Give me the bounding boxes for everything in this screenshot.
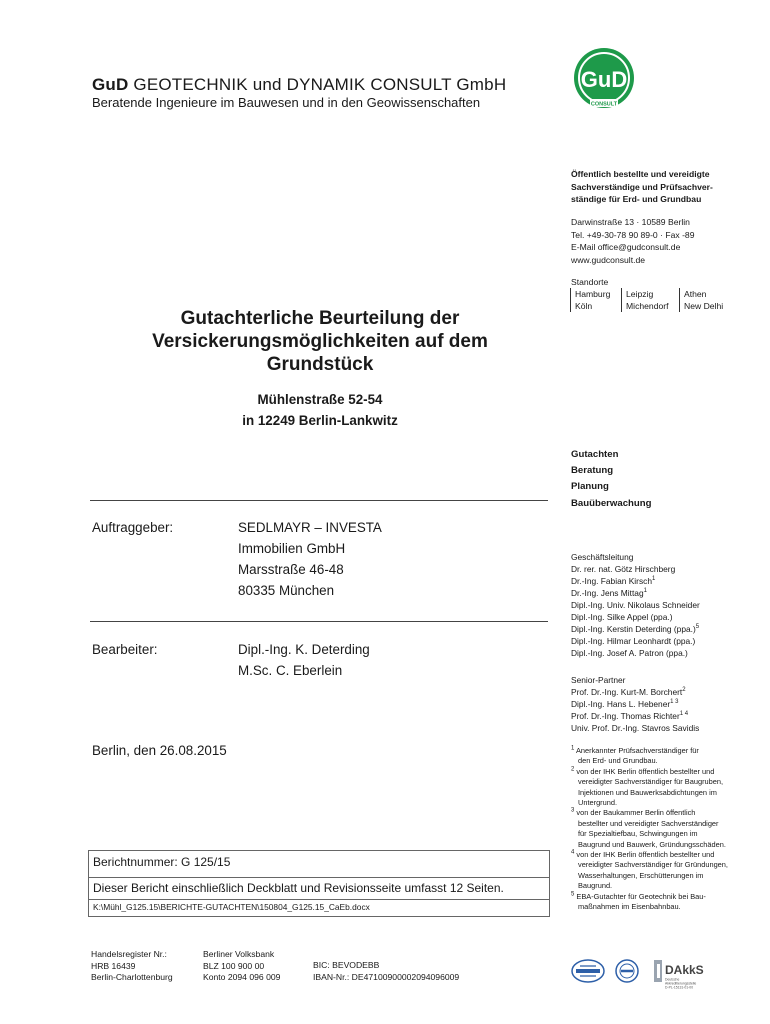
locations-table bbox=[570, 288, 740, 314]
management-entry bbox=[571, 563, 700, 575]
dakks-logo bbox=[652, 958, 716, 992]
contact-email: E-Mail office@gudconsult.de bbox=[571, 242, 681, 253]
file-path: K:\Mühl_G125.15\BERICHTE-GUTACHTEN\150804_G125.15_CaEb.docx bbox=[93, 902, 370, 912]
footnote-ref: 1 bbox=[652, 576, 656, 583]
management-entry bbox=[571, 587, 700, 599]
footnote-ref: 5 bbox=[695, 624, 700, 631]
senior-entry bbox=[571, 698, 699, 710]
place-date: Berlin, den 26.08.2015 bbox=[92, 743, 227, 758]
footnote-text: Anerkannter Prüfsachverständiger für bbox=[576, 746, 699, 755]
location-name: Michendorf bbox=[626, 301, 669, 311]
person-name: Dipl.-Ing. Hilmar Leonhardt (ppa.) bbox=[571, 636, 696, 646]
logo-text: GuD bbox=[580, 67, 628, 92]
footnote-number: 2 bbox=[571, 766, 575, 773]
locations-label: Standorte bbox=[571, 277, 609, 287]
footnote bbox=[571, 767, 746, 809]
footnote-text: vereidigter Sachverständiger für Baugruben, bbox=[578, 777, 724, 787]
footnote-text: vereidigter Sachverständiger für Gründungen, bbox=[578, 860, 728, 870]
services-list bbox=[571, 447, 652, 512]
contact-address: Darwinstraße 13 · 10589 Berlin bbox=[571, 217, 690, 227]
contact-block bbox=[571, 216, 694, 266]
management-entry bbox=[571, 623, 700, 635]
footer-register bbox=[91, 949, 173, 984]
client-line: Marsstraße 46-48 bbox=[238, 562, 344, 577]
footnote-ref: 2 bbox=[682, 687, 686, 694]
senior-entry bbox=[571, 722, 699, 734]
footer-line: Konto 2094 096 009 bbox=[203, 972, 281, 982]
footnote-text: von der IHK Berlin öffentlich bestellter und bbox=[576, 766, 715, 776]
management-entry bbox=[571, 635, 700, 647]
footnotes bbox=[571, 746, 746, 913]
service-item: Beratung bbox=[571, 465, 614, 477]
person-name: Dr.-Ing. Jens Mittag bbox=[571, 588, 644, 598]
footnote-text: Wasserhaltungen, Erschütterungen im bbox=[578, 870, 704, 880]
editor-line: M.Sc. C. Eberlein bbox=[238, 663, 343, 678]
footnote-text: von der IHK Berlin öffentlich bestellter und bbox=[576, 850, 715, 860]
footnote-text: Baugrund. bbox=[578, 881, 613, 891]
location-column bbox=[570, 288, 610, 312]
senior-entry bbox=[571, 686, 699, 698]
footer-line: Handelsregister Nr.: bbox=[91, 949, 167, 959]
footnote-number: 4 bbox=[571, 849, 575, 856]
footer-line: Berlin-Charlottenburg bbox=[91, 972, 173, 982]
company-brand: GuD bbox=[92, 75, 129, 94]
management-label: Geschäftsleitung bbox=[571, 552, 634, 562]
person-name: Dr.-Ing. Fabian Kirsch bbox=[571, 576, 652, 586]
footnote-number: 3 bbox=[571, 807, 575, 814]
footnote-text: bestellter und vereidigter Sachverständiger bbox=[578, 818, 719, 828]
location-name: Köln bbox=[575, 301, 593, 311]
footnote bbox=[571, 892, 746, 913]
footnote-text: Untergrund. bbox=[578, 798, 618, 808]
management-entry bbox=[571, 611, 700, 623]
title-line: Grundstück bbox=[266, 354, 374, 375]
footnote-number: 1 bbox=[571, 745, 575, 752]
client-block bbox=[238, 517, 382, 601]
document-title bbox=[100, 307, 540, 376]
footnote-text: maßnahmen im Eisenbahnbau. bbox=[578, 902, 681, 912]
footnote-ref: 1 3 bbox=[670, 699, 679, 706]
editor-line: Dipl.-Ing. K. Deterding bbox=[238, 642, 370, 657]
senior-block bbox=[571, 674, 699, 734]
person-name: Dipl.-Ing. Hans L. Hebener bbox=[571, 699, 671, 709]
service-item: Gutachten bbox=[571, 449, 619, 460]
location-name: Hamburg bbox=[575, 289, 611, 299]
dakks-caption: Akkreditierungsstelle bbox=[665, 981, 697, 986]
footnote-text: EBA-Gutachter für Geotechnik bei Bau- bbox=[576, 891, 706, 901]
expert-line: Öffentlich bestellte und vereidigte bbox=[571, 169, 710, 179]
location-name: Leipzig bbox=[626, 289, 654, 299]
company-logo bbox=[572, 47, 636, 113]
footnote-text: von der Baukammer Berlin öffentlich bbox=[576, 808, 696, 818]
footer-iban bbox=[313, 960, 459, 983]
person-name: Dipl.-Ing. Kerstin Deterding (ppa.) bbox=[571, 624, 696, 634]
footer-line: IBAN-Nr.: DE47100900002094096009 bbox=[313, 971, 460, 982]
company-tagline: Beratende Ingenieure im Bauwesen und in den Geowissenschaften bbox=[92, 95, 481, 110]
client-line: Immobilien GmbH bbox=[238, 541, 346, 556]
dakks-caption: D-PL-15131-01-00 bbox=[665, 985, 694, 990]
company-name bbox=[92, 75, 506, 95]
report-info-box bbox=[88, 850, 550, 917]
management-block bbox=[571, 551, 700, 659]
footnote bbox=[571, 746, 746, 767]
management-entry bbox=[571, 575, 700, 587]
person-name: Dipl.-Ing. Josef A. Patron (ppa.) bbox=[571, 648, 688, 658]
divider bbox=[90, 621, 548, 622]
footer-line: BLZ 100 900 00 bbox=[203, 960, 265, 971]
title-line: Gutachterliche Beurteilung der bbox=[180, 308, 460, 329]
footnote-number: 5 bbox=[571, 891, 575, 898]
senior-label: Senior-Partner bbox=[571, 675, 626, 685]
location-name: New Delhi bbox=[684, 301, 724, 311]
management-entry bbox=[571, 599, 700, 611]
location-column bbox=[679, 288, 723, 312]
footnote-text: den Erd- und Grundbau. bbox=[578, 756, 658, 766]
footer-line: Berliner Volksbank bbox=[203, 949, 275, 959]
footnote-text: für Spezialtiefbau, Schwingungen im bbox=[578, 829, 698, 839]
footnote-text: Baugrund und Bauwerk, Gründungsschäden. bbox=[578, 839, 726, 849]
certification-logo-icon bbox=[570, 958, 606, 984]
footnote bbox=[571, 850, 746, 892]
person-name: Prof. Dr.-Ing. Thomas Richter bbox=[571, 711, 680, 721]
logo-subtext: CONSULT bbox=[590, 101, 618, 108]
report-number: Berichtnummer: G 125/15 bbox=[89, 851, 549, 878]
footnote-ref: 1 4 bbox=[679, 711, 689, 718]
expert-status bbox=[571, 168, 713, 206]
divider bbox=[90, 500, 548, 501]
project-address bbox=[100, 389, 540, 431]
person-name: Dipl.-Ing. Univ. Nikolaus Schneider bbox=[571, 600, 700, 610]
location-column bbox=[621, 288, 669, 312]
footer-line: HRB 16439 bbox=[91, 960, 136, 971]
footnote-text: Injektionen und Bauwerksabdichtungen im bbox=[578, 787, 717, 797]
person-name: Prof. Dr.-Ing. Kurt-M. Borchert bbox=[571, 687, 683, 697]
contact-phone: Tel. +49-30-78 90 89-0 · Fax -89 bbox=[571, 229, 695, 240]
company-name-text: GEOTECHNIK und DYNAMIK CONSULT GmbH bbox=[128, 75, 507, 94]
client-label: Auftraggeber: bbox=[92, 520, 174, 535]
dakks-text: DAkkS bbox=[665, 963, 704, 977]
editor-block bbox=[238, 639, 370, 681]
dakks-mark-icon bbox=[652, 958, 716, 992]
title-line: Versickerungsmöglichkeiten auf dem bbox=[152, 331, 488, 352]
contact-website: www.gudconsult.de bbox=[571, 254, 646, 265]
person-name: Dr. rer. nat. Götz Hirschberg bbox=[571, 564, 676, 574]
expert-line: ständige für Erd- und Grundbau bbox=[571, 194, 702, 205]
report-pages: Dieser Bericht einschließlich Deckblatt und Revisionsseite umfasst 12 Seiten. bbox=[89, 878, 549, 900]
service-item: Bauüberwachung bbox=[571, 497, 652, 509]
quality-seal-icon bbox=[612, 958, 642, 984]
management-entry bbox=[571, 647, 700, 659]
address-line: in 12249 Berlin-Lankwitz bbox=[242, 413, 398, 428]
person-name: Univ. Prof. Dr.-Ing. Stavros Savidis bbox=[571, 723, 700, 733]
location-name: Athen bbox=[684, 289, 707, 299]
footnote bbox=[571, 808, 746, 850]
footer-bank bbox=[203, 949, 280, 984]
footnote-ref: 1 bbox=[643, 588, 647, 595]
client-line: 80335 München bbox=[238, 583, 335, 598]
editor-label: Bearbeiter: bbox=[92, 642, 158, 657]
senior-entry bbox=[571, 710, 699, 722]
service-item: Planung bbox=[571, 481, 609, 493]
footer-line: BIC: BEVODEBB bbox=[313, 960, 380, 970]
address-line: Mühlenstraße 52-54 bbox=[257, 392, 383, 407]
person-name: Dipl.-Ing. Silke Appel (ppa.) bbox=[571, 612, 673, 622]
expert-line: Sachverständige und Prüfsachver- bbox=[571, 181, 713, 192]
dakks-caption: Deutsche bbox=[665, 977, 680, 982]
client-line: SEDLMAYR – INVESTA bbox=[238, 520, 382, 535]
